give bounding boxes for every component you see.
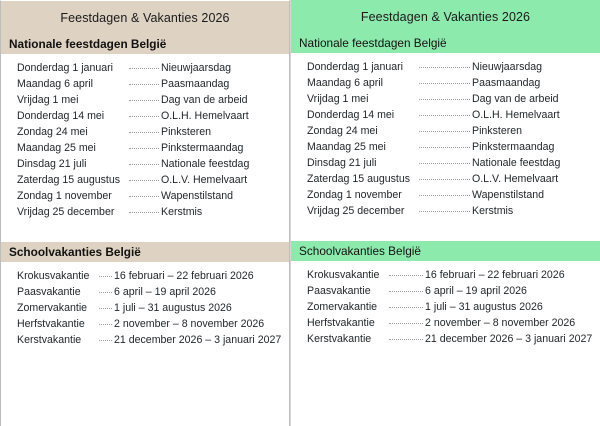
- holiday-date: Dinsdag 21 juli: [17, 158, 87, 170]
- dot-leader: [389, 274, 423, 276]
- holiday-date: Donderdag 14 mei: [17, 110, 105, 122]
- holiday-name: Kerstmis: [472, 205, 514, 217]
- list-item: [307, 267, 590, 283]
- list-item: [17, 284, 279, 300]
- dot-leader: [129, 67, 159, 69]
- holiday-name: O.L.V. Hemelvaart: [472, 173, 559, 185]
- dot-leader: [389, 322, 423, 324]
- section-heading-national-holidays-beige: Nationale feestdagen België: [1, 34, 289, 54]
- dot-leader: [129, 195, 159, 197]
- dot-leader: [389, 290, 423, 292]
- section-national-holidays-beige: [1, 34, 289, 220]
- panel-title-green: Feestdagen & Vakanties 2026: [291, 0, 600, 33]
- holiday-name: O.L.H. Hemelvaart: [161, 110, 249, 122]
- holiday-date: Maandag 25 mei: [307, 141, 386, 153]
- list-item: [307, 203, 590, 219]
- holiday-date: Zondag 1 november: [307, 189, 402, 201]
- dot-leader: [99, 291, 112, 293]
- calendar-panel-beige: [0, 0, 290, 426]
- holiday-name: Pinksteren: [472, 125, 523, 137]
- list-item: [307, 59, 590, 75]
- holiday-name: Dag van de arbeid: [472, 93, 559, 105]
- holiday-name: Wapenstilstand: [161, 190, 234, 202]
- dot-leader: [419, 178, 470, 180]
- vacation-name: Zomervakantie: [17, 302, 88, 314]
- list-item: [17, 332, 282, 348]
- holiday-date: Vrijdag 1 mei: [17, 94, 79, 106]
- holiday-name: Pinkstermaandag: [161, 142, 244, 154]
- holiday-date: Maandag 6 april: [17, 78, 93, 90]
- holiday-date: Donderdag 14 mei: [307, 109, 395, 121]
- dot-leader: [419, 194, 470, 196]
- dot-leader: [129, 211, 159, 213]
- list-item: [307, 299, 590, 315]
- section-school-holidays-green: [291, 241, 600, 347]
- holiday-name: Nieuwjaarsdag: [161, 62, 232, 74]
- holiday-date: Maandag 25 mei: [17, 142, 96, 154]
- list-item: [17, 300, 279, 316]
- vacation-name: Kerstvakantie: [17, 334, 82, 346]
- dot-leader: [419, 210, 470, 212]
- holiday-date: Dinsdag 21 juli: [307, 157, 377, 169]
- vacation-dates: 21 december 2026 – 3 januari 2027: [425, 333, 593, 345]
- list-item: [17, 204, 279, 220]
- holiday-date: Zondag 1 november: [17, 190, 112, 202]
- dot-leader: [99, 275, 112, 277]
- vacation-dates: 2 november – 8 november 2026: [425, 317, 576, 329]
- holiday-date: Zaterdag 15 augustus: [307, 173, 411, 185]
- vacation-dates: 2 november – 8 november 2026: [114, 318, 265, 330]
- dot-leader: [99, 323, 112, 325]
- holiday-date: Maandag 6 april: [307, 77, 383, 89]
- section-heading-school-holidays-beige: Schoolvakanties België: [1, 242, 289, 262]
- vacation-name: Herfstvakantie: [307, 317, 375, 329]
- dot-leader: [419, 130, 470, 132]
- holiday-date: Vrijdag 25 december: [307, 205, 405, 217]
- dot-leader: [129, 83, 159, 85]
- list-item: [307, 155, 590, 171]
- holiday-date: Donderdag 1 januari: [17, 62, 114, 74]
- dot-leader: [419, 66, 470, 68]
- list-item: [307, 139, 590, 155]
- dot-leader: [419, 114, 470, 116]
- list-item: [17, 60, 279, 76]
- dot-leader: [419, 146, 470, 148]
- dot-leader: [389, 306, 423, 308]
- vacation-name: Paasvakantie: [17, 286, 81, 298]
- dot-leader: [419, 162, 470, 164]
- vacation-name: Krokusvakantie: [307, 269, 380, 281]
- dot-leader: [419, 98, 470, 100]
- vacation-name: Zomervakantie: [307, 301, 378, 313]
- dot-leader: [129, 131, 159, 133]
- holiday-name: Wapenstilstand: [472, 189, 545, 201]
- holiday-name: Nationale feestdag: [472, 157, 561, 169]
- list-item: [307, 315, 590, 331]
- list-item: [17, 140, 279, 156]
- list-item: [17, 172, 279, 188]
- section-heading-national-holidays-green: Nationale feestdagen België: [291, 33, 600, 53]
- holiday-name: Nationale feestdag: [161, 158, 250, 170]
- holiday-date: Donderdag 1 januari: [307, 61, 404, 73]
- dot-leader: [389, 338, 423, 340]
- vacation-name: Paasvakantie: [307, 285, 371, 297]
- list-item: [307, 123, 590, 139]
- holiday-date: Zondag 24 mei: [307, 125, 378, 137]
- vacation-dates: 16 februari – 22 februari 2026: [114, 270, 254, 282]
- holiday-list-beige: [1, 54, 289, 220]
- list-item: [17, 268, 279, 284]
- holiday-date: Vrijdag 1 mei: [307, 93, 369, 105]
- vacation-dates: 16 februari – 22 februari 2026: [425, 269, 565, 281]
- vacation-name: Kerstvakantie: [307, 333, 372, 345]
- holiday-name: Paasmaandag: [161, 78, 230, 90]
- holiday-name: Nieuwjaarsdag: [472, 61, 543, 73]
- holiday-list-green: [291, 53, 600, 219]
- list-item: [17, 124, 279, 140]
- list-item: [307, 91, 590, 107]
- vacation-list-green: [291, 261, 600, 347]
- list-item: [307, 107, 590, 123]
- holiday-date: Vrijdag 25 december: [17, 206, 115, 218]
- list-item: [307, 283, 590, 299]
- holiday-name: Pinkstermaandag: [472, 141, 555, 153]
- list-item: [17, 108, 279, 124]
- section-gap: [1, 220, 289, 242]
- dot-leader: [99, 307, 112, 309]
- dot-leader: [129, 99, 159, 101]
- list-item: [17, 188, 279, 204]
- list-item: [17, 92, 279, 108]
- vacation-name: Herfstvakantie: [17, 318, 85, 330]
- list-item: [307, 171, 590, 187]
- holiday-name: O.L.V. Hemelvaart: [161, 174, 248, 186]
- holiday-date: Zaterdag 15 augustus: [17, 174, 121, 186]
- holiday-name: Pinksteren: [161, 126, 212, 138]
- list-item: [307, 331, 593, 347]
- vacation-dates: 1 juli – 31 augustus 2026: [114, 302, 232, 314]
- vacation-dates: 1 juli – 31 augustus 2026: [425, 301, 543, 313]
- vacation-list-beige: [1, 262, 289, 348]
- holiday-name: O.L.H. Hemelvaart: [472, 109, 560, 121]
- dot-leader: [129, 179, 159, 181]
- list-item: [17, 156, 279, 172]
- list-item: [17, 76, 279, 92]
- holiday-name: Kerstmis: [161, 206, 203, 218]
- list-item: [307, 187, 590, 203]
- holiday-date: Zondag 24 mei: [17, 126, 88, 138]
- section-school-holidays-beige: [1, 242, 289, 348]
- vacation-dates: 6 april – 19 april 2026: [114, 286, 216, 298]
- vacation-name: Krokusvakantie: [17, 270, 90, 282]
- dot-leader: [129, 115, 159, 117]
- dot-leader: [129, 163, 159, 165]
- section-gap: [291, 219, 600, 241]
- holiday-name: Paasmaandag: [472, 77, 541, 89]
- vacation-dates: 21 december 2026 – 3 januari 2027: [114, 334, 282, 346]
- dot-leader: [99, 339, 112, 341]
- panel-title-beige: Feestdagen & Vakanties 2026: [1, 1, 289, 34]
- vacation-dates: 6 april – 19 april 2026: [425, 285, 527, 297]
- list-item: [17, 316, 279, 332]
- dot-leader: [129, 147, 159, 149]
- list-item: [307, 75, 590, 91]
- section-national-holidays-green: [291, 33, 600, 219]
- holiday-name: Dag van de arbeid: [161, 94, 248, 106]
- section-heading-school-holidays-green: Schoolvakanties België: [291, 241, 600, 261]
- dot-leader: [419, 82, 470, 84]
- calendar-panel-green: [290, 0, 600, 426]
